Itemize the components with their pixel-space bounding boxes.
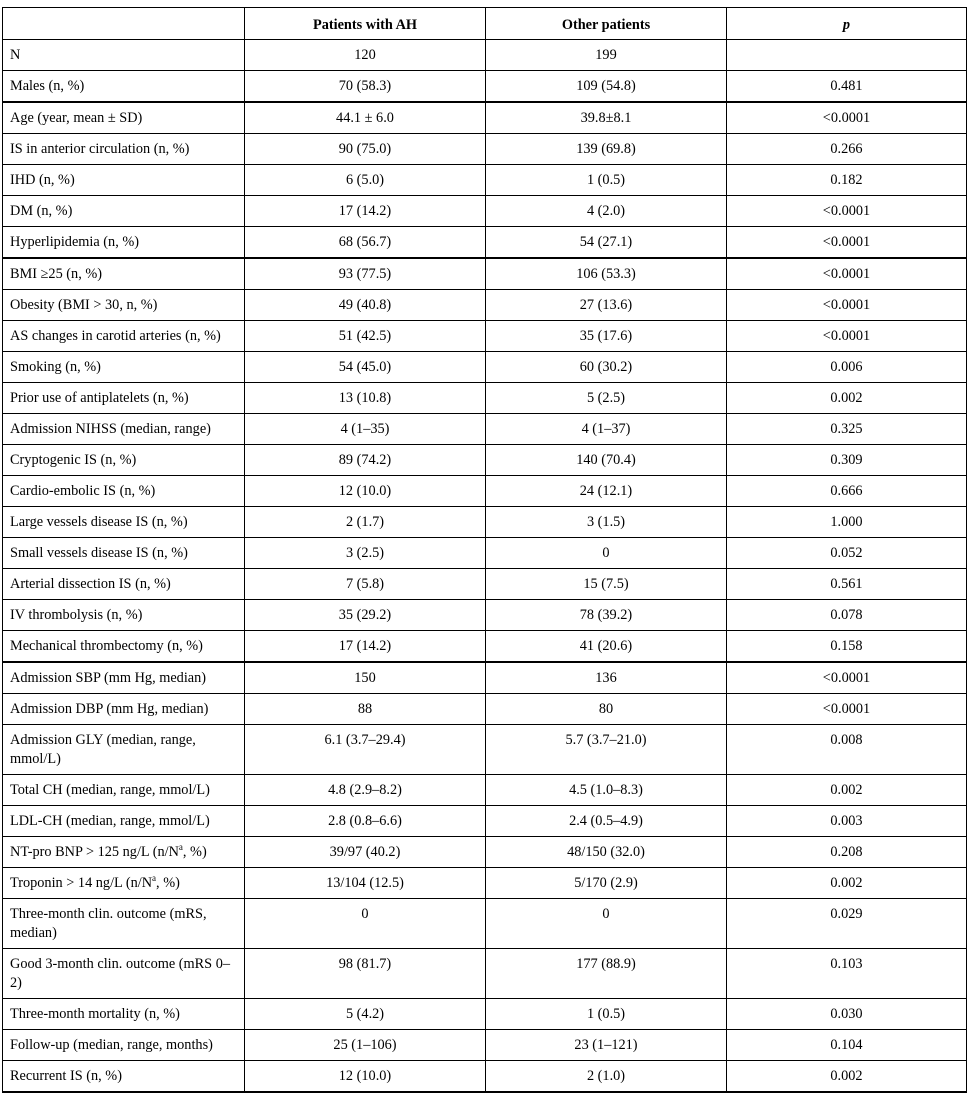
- table-row: [3, 321, 967, 352]
- ah-value: 44.1 ± 6.0: [245, 102, 486, 134]
- table-row: [3, 775, 967, 806]
- other-value: 2.4 (0.5–4.9): [486, 806, 727, 837]
- other-value: 24 (12.1): [486, 476, 727, 507]
- other-value: 199: [486, 40, 727, 71]
- p-value: [727, 40, 967, 71]
- ah-value: 98 (81.7): [245, 949, 486, 999]
- other-value: 109 (54.8): [486, 71, 727, 103]
- footnote-marker: a: [178, 842, 183, 853]
- row-label-text: Admission NIHSS (median, range): [10, 421, 211, 437]
- table-row: [3, 414, 967, 445]
- other-value: 177 (88.9): [486, 949, 727, 999]
- p-value: 0.182: [727, 165, 967, 196]
- p-value: 0.078: [727, 600, 967, 631]
- row-label-text: Three-month mortality (n, %): [10, 1006, 180, 1022]
- p-value: 0.309: [727, 445, 967, 476]
- row-label: [3, 868, 245, 899]
- table-body: [3, 40, 967, 1093]
- row-label-tail: , %): [156, 875, 180, 891]
- ah-value: 5 (4.2): [245, 999, 486, 1030]
- other-value: 140 (70.4): [486, 445, 727, 476]
- row-label: [3, 227, 245, 259]
- p-value: 0.006: [727, 352, 967, 383]
- row-label-text: AS changes in carotid arteries (n, %): [10, 328, 221, 344]
- table-row: [3, 725, 967, 775]
- p-value: 0.002: [727, 775, 967, 806]
- row-label: [3, 1061, 245, 1093]
- ah-value: 68 (56.7): [245, 227, 486, 259]
- row-label-text: Troponin > 14 ng/L (n/N: [10, 875, 153, 891]
- p-value: 0.481: [727, 71, 967, 103]
- p-value: 0.030: [727, 999, 967, 1030]
- ah-value: 49 (40.8): [245, 290, 486, 321]
- header-p-value: p: [727, 8, 967, 40]
- p-value: 0.002: [727, 868, 967, 899]
- ah-value: 12 (10.0): [245, 1061, 486, 1093]
- row-label: [3, 999, 245, 1030]
- row-label-text: Three-month clin. outcome (mRS, median): [10, 906, 207, 941]
- other-value: 60 (30.2): [486, 352, 727, 383]
- ah-value: 93 (77.5): [245, 258, 486, 290]
- row-label-text: DM (n, %): [10, 203, 73, 219]
- row-label-text: Recurrent IS (n, %): [10, 1068, 122, 1084]
- ah-value: 7 (5.8): [245, 569, 486, 600]
- row-label-text: Cryptogenic IS (n, %): [10, 452, 137, 468]
- other-value: 1 (0.5): [486, 165, 727, 196]
- table-row: [3, 569, 967, 600]
- row-label: [3, 600, 245, 631]
- ah-value: 4 (1–35): [245, 414, 486, 445]
- p-value: <0.0001: [727, 258, 967, 290]
- table-row: [3, 134, 967, 165]
- table-row: [3, 383, 967, 414]
- table-row: [3, 258, 967, 290]
- row-label: [3, 445, 245, 476]
- row-label: [3, 290, 245, 321]
- ah-value: 2.8 (0.8–6.6): [245, 806, 486, 837]
- p-value: <0.0001: [727, 290, 967, 321]
- other-value: 80: [486, 694, 727, 725]
- other-value: 106 (53.3): [486, 258, 727, 290]
- table-row: [3, 165, 967, 196]
- row-label-tail: , %): [182, 844, 207, 860]
- row-label: [3, 631, 245, 663]
- table-row: [3, 899, 967, 949]
- ah-value: 88: [245, 694, 486, 725]
- p-value: 0.208: [727, 837, 967, 868]
- other-value: 139 (69.8): [486, 134, 727, 165]
- row-label-text: Small vessels disease IS (n, %): [10, 545, 188, 561]
- row-label-text: LDL-CH (median, range, mmol/L): [10, 813, 210, 829]
- ah-value: 90 (75.0): [245, 134, 486, 165]
- ah-value: 0: [245, 899, 486, 949]
- ah-value: 39/97 (40.2): [245, 837, 486, 868]
- other-value: 4 (2.0): [486, 196, 727, 227]
- p-value: 0.003: [727, 806, 967, 837]
- row-label: [3, 775, 245, 806]
- row-label-text: Mechanical thrombectomy (n, %): [10, 638, 203, 654]
- row-label: [3, 102, 245, 134]
- p-value: <0.0001: [727, 662, 967, 694]
- row-label-text: Males (n, %): [10, 78, 85, 94]
- p-value: 0.266: [727, 134, 967, 165]
- ah-value: 12 (10.0): [245, 476, 486, 507]
- row-label: [3, 352, 245, 383]
- table-row: [3, 662, 967, 694]
- other-value: 4.5 (1.0–8.3): [486, 775, 727, 806]
- table-row: [3, 40, 967, 71]
- p-value: 0.002: [727, 383, 967, 414]
- row-label: [3, 1030, 245, 1061]
- table-row: [3, 445, 967, 476]
- table-row: [3, 538, 967, 569]
- footnote-marker: a: [152, 873, 157, 884]
- p-value: 0.008: [727, 725, 967, 775]
- row-label-text: IV thrombolysis (n, %): [10, 607, 143, 623]
- other-value: 5 (2.5): [486, 383, 727, 414]
- table-row: [3, 999, 967, 1030]
- row-label: [3, 837, 245, 868]
- table-row: [3, 868, 967, 899]
- ah-value: 89 (74.2): [245, 445, 486, 476]
- ah-value: 150: [245, 662, 486, 694]
- table-row: [3, 694, 967, 725]
- other-value: 23 (1–121): [486, 1030, 727, 1061]
- row-label: [3, 569, 245, 600]
- row-label-text: Cardio-embolic IS (n, %): [10, 483, 156, 499]
- row-label-text: BMI ≥25 (n, %): [10, 266, 103, 282]
- other-value: 48/150 (32.0): [486, 837, 727, 868]
- other-value: 54 (27.1): [486, 227, 727, 259]
- row-label: [3, 538, 245, 569]
- p-value: 0.002: [727, 1061, 967, 1093]
- row-label-text: Arterial dissection IS (n, %): [10, 576, 171, 592]
- table-row: [3, 352, 967, 383]
- row-label-text: Hyperlipidemia (n, %): [10, 234, 140, 250]
- row-label: [3, 321, 245, 352]
- p-value: <0.0001: [727, 694, 967, 725]
- ah-value: 17 (14.2): [245, 631, 486, 663]
- other-value: 0: [486, 538, 727, 569]
- ah-value: 13 (10.8): [245, 383, 486, 414]
- row-label-text: N: [10, 47, 21, 63]
- row-label: [3, 165, 245, 196]
- row-label: [3, 134, 245, 165]
- row-label: [3, 899, 245, 949]
- ah-value: 35 (29.2): [245, 600, 486, 631]
- ah-value: 13/104 (12.5): [245, 868, 486, 899]
- table-row: [3, 949, 967, 999]
- table-row: [3, 1030, 967, 1061]
- p-value: 0.029: [727, 899, 967, 949]
- row-label: [3, 806, 245, 837]
- other-value: 0: [486, 899, 727, 949]
- ah-value: 54 (45.0): [245, 352, 486, 383]
- ah-value: 25 (1–106): [245, 1030, 486, 1061]
- ah-value: 70 (58.3): [245, 71, 486, 103]
- other-value: 4 (1–37): [486, 414, 727, 445]
- other-value: 15 (7.5): [486, 569, 727, 600]
- table-row: [3, 806, 967, 837]
- row-label-text: Total CH (median, range, mmol/L): [10, 782, 210, 798]
- table-row: [3, 476, 967, 507]
- header-label-column: [3, 8, 245, 40]
- other-value: 1 (0.5): [486, 999, 727, 1030]
- row-label: [3, 258, 245, 290]
- row-label-text: Follow-up (median, range, months): [10, 1037, 213, 1053]
- other-value: 35 (17.6): [486, 321, 727, 352]
- p-value: <0.0001: [727, 102, 967, 134]
- row-label: [3, 725, 245, 775]
- row-label-text: Admission DBP (mm Hg, median): [10, 701, 209, 717]
- ah-value: 6 (5.0): [245, 165, 486, 196]
- row-label-text: IS in anterior circulation (n, %): [10, 141, 190, 157]
- p-value: <0.0001: [727, 321, 967, 352]
- table-row: [3, 102, 967, 134]
- row-label-text: Good 3-month clin. outcome (mRS 0–2): [10, 956, 230, 991]
- row-label: [3, 383, 245, 414]
- ah-value: 2 (1.7): [245, 507, 486, 538]
- row-label: [3, 694, 245, 725]
- ah-value: 17 (14.2): [245, 196, 486, 227]
- other-value: 27 (13.6): [486, 290, 727, 321]
- row-label-text: Large vessels disease IS (n, %): [10, 514, 188, 530]
- other-value: 3 (1.5): [486, 507, 727, 538]
- row-label-text: Admission SBP (mm Hg, median): [10, 670, 207, 686]
- row-label-text: Obesity (BMI > 30, n, %): [10, 297, 158, 313]
- row-label-text: IHD (n, %): [10, 172, 75, 188]
- other-value: 78 (39.2): [486, 600, 727, 631]
- table-row: [3, 631, 967, 663]
- row-label: [3, 507, 245, 538]
- p-value: <0.0001: [727, 227, 967, 259]
- row-label-text: Admission GLY (median, range, mmol/L): [10, 732, 196, 767]
- row-label: [3, 414, 245, 445]
- p-value: 0.103: [727, 949, 967, 999]
- p-value: 0.325: [727, 414, 967, 445]
- p-value: 0.158: [727, 631, 967, 663]
- table-row: [3, 837, 967, 868]
- header-other-patients: Other patients: [486, 8, 727, 40]
- header-row: [3, 8, 967, 40]
- other-value: 5/170 (2.9): [486, 868, 727, 899]
- ah-value: 3 (2.5): [245, 538, 486, 569]
- other-value: 39.8±8.1: [486, 102, 727, 134]
- p-value: <0.0001: [727, 196, 967, 227]
- p-value: 0.561: [727, 569, 967, 600]
- row-label: [3, 662, 245, 694]
- row-label-text: Age (year, mean ± SD): [10, 110, 143, 126]
- table-row: [3, 196, 967, 227]
- table-row: [3, 1061, 967, 1093]
- p-value: 1.000: [727, 507, 967, 538]
- other-value: 2 (1.0): [486, 1061, 727, 1093]
- row-label: [3, 71, 245, 103]
- row-label: [3, 949, 245, 999]
- p-value: 0.666: [727, 476, 967, 507]
- row-label: [3, 476, 245, 507]
- row-label: [3, 40, 245, 71]
- other-value: 136: [486, 662, 727, 694]
- row-label-text: Prior use of antiplatelets (n, %): [10, 390, 189, 406]
- other-value: 41 (20.6): [486, 631, 727, 663]
- table-row: [3, 507, 967, 538]
- other-value: 5.7 (3.7–21.0): [486, 725, 727, 775]
- row-label: [3, 196, 245, 227]
- p-value: 0.104: [727, 1030, 967, 1061]
- ah-value: 6.1 (3.7–29.4): [245, 725, 486, 775]
- row-label-text: NT-pro BNP > 125 ng/L (n/N: [10, 844, 179, 860]
- table-row: [3, 290, 967, 321]
- header-ah-patients: Patients with AH: [245, 8, 486, 40]
- p-value: 0.052: [727, 538, 967, 569]
- table-row: [3, 227, 967, 259]
- ah-value: 4.8 (2.9–8.2): [245, 775, 486, 806]
- table-row: [3, 71, 967, 103]
- characteristics-table: [2, 7, 967, 1093]
- ah-value: 120: [245, 40, 486, 71]
- row-label-text: Smoking (n, %): [10, 359, 101, 375]
- table-row: [3, 600, 967, 631]
- ah-value: 51 (42.5): [245, 321, 486, 352]
